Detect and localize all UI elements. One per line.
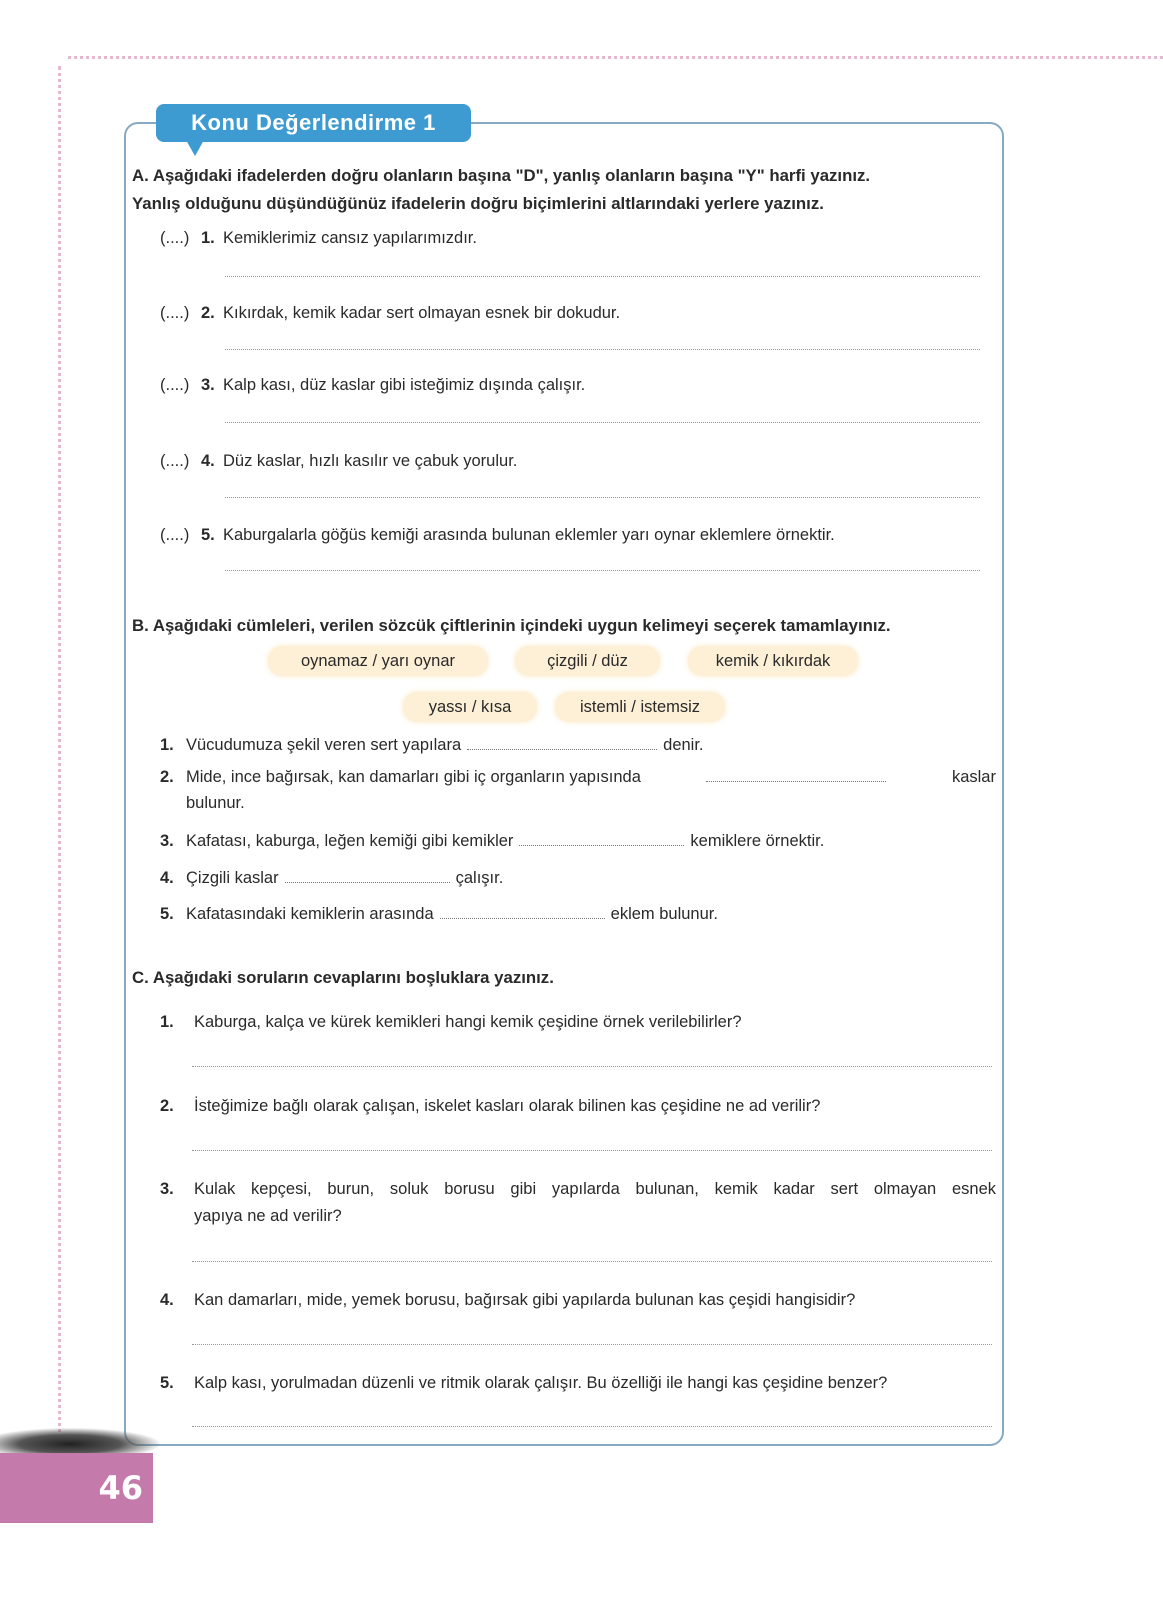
answer-line[interactable] [225, 349, 980, 350]
item-number: 2. [160, 768, 174, 786]
answer-line[interactable] [192, 1426, 992, 1427]
item-number: 2. [160, 1097, 174, 1115]
item-number: 3. [160, 832, 174, 850]
fill-blank[interactable] [285, 868, 450, 883]
sentence-start: Çizgili kaslar [186, 869, 279, 887]
statement-text: Kalp kası, düz kaslar gibi isteğimiz dışında çalışır. [223, 376, 586, 394]
item-number: 2. [201, 304, 215, 322]
item-number: 1. [160, 1013, 174, 1031]
answer-line[interactable] [225, 422, 980, 423]
decorative-dotted-border-top [68, 56, 1163, 59]
answer-blank[interactable]: (....) [160, 376, 190, 394]
statement-text: Kaburgalarla göğüs kemiği arasında bulunan eklemler yarı oynar eklemlere örnektir. [223, 526, 835, 544]
sentence-continuation: bulunur. [186, 794, 245, 812]
sentence-start: Kafatasındaki kemiklerin arasında [186, 905, 434, 923]
word-chip: yassı / kısa [403, 692, 537, 722]
item-number: 1. [160, 736, 174, 754]
decorative-dotted-border-left [58, 66, 61, 1446]
sentence-end: eklem bulunur. [610, 905, 718, 923]
question-text: Kan damarları, mide, yemek borusu, bağırsak gibi yapılarda bulunan kas çeşidi hangisidir? [194, 1291, 856, 1309]
sentence-end: kaslar [951, 768, 996, 786]
answer-line[interactable] [192, 1344, 992, 1345]
section-b-heading: B. Aşağıdaki cümleleri, verilen sözcük çiftlerinin içindeki uygun kelimeyi seçerek tamamlayınız. [132, 616, 891, 635]
fill-in-sentence [186, 735, 704, 755]
fill-blank[interactable] [440, 904, 605, 919]
sentence-start-group [186, 767, 641, 787]
section-a-heading: A. Aşağıdaki ifadelerden doğru olanların başına "D", yanlış olanların başına "Y" harfi yazınız. [132, 166, 871, 185]
item-number: 5. [201, 526, 215, 544]
question-text: Kulak kepçesi, burun, soluk borusu gibi yapılarda bulunan, kemik kadar sert olmayan esnek [194, 1180, 996, 1198]
sentence-end: çalışır. [455, 869, 504, 887]
answer-blank[interactable]: (....) [160, 452, 190, 470]
fill-in-sentence [186, 868, 503, 888]
fill-blank[interactable] [706, 767, 886, 782]
item-number: 1. [201, 229, 215, 247]
answer-line[interactable] [225, 276, 980, 277]
sentence-start: Kafatası, kaburga, leğen kemiği gibi kemikler [186, 832, 514, 850]
item-number: 3. [160, 1180, 174, 1198]
sentence-end: denir. [663, 736, 704, 754]
title-pointer [186, 140, 204, 156]
fill-blank[interactable] [467, 735, 657, 750]
fill-in-sentence [186, 904, 718, 924]
answer-line[interactable] [225, 497, 980, 498]
statement-text: Kıkırdak, kemik kadar sert olmayan esnek bir dokudur. [223, 304, 621, 322]
word-chip: çizgili / düz [515, 646, 660, 676]
answer-line[interactable] [225, 570, 980, 571]
question-text: Kalp kası, yorulmadan düzenli ve ritmik olarak çalışır. Bu özelliği ile hangi kas çeşidine benzer? [194, 1374, 888, 1392]
section-c-heading: C. Aşağıdaki soruların cevaplarını boşluklara yazınız. [132, 968, 554, 987]
item-number: 4. [201, 452, 215, 470]
question-text: İsteğimize bağlı olarak çalışan, iskelet kasları olarak bilinen kas çeşidine ne ad verilir? [194, 1097, 821, 1115]
fill-in-sentence [186, 767, 996, 787]
answer-line[interactable] [192, 1066, 992, 1067]
item-number: 4. [160, 1291, 174, 1309]
answer-blank[interactable]: (....) [160, 526, 190, 544]
page-number: 46 [0, 1453, 153, 1523]
section-a-heading-2: Yanlış olduğunu düşündüğünüz ifadelerin doğru biçimlerini altlarındaki yerlere yazınız. [132, 194, 824, 213]
answer-blank[interactable]: (....) [160, 304, 190, 322]
sentence-end: kemiklere örnektir. [690, 832, 825, 850]
word-chip: istemli / istemsiz [555, 692, 725, 722]
item-number: 3. [201, 376, 215, 394]
question-text: Kaburga, kalça ve kürek kemikleri hangi kemik çeşidine örnek verilebilirler? [194, 1013, 742, 1031]
statement-text: Kemiklerimiz cansız yapılarımızdır. [223, 229, 477, 247]
item-number: 4. [160, 869, 174, 887]
answer-line[interactable] [192, 1261, 992, 1262]
fill-in-sentence [186, 831, 824, 851]
fill-blank[interactable] [519, 831, 684, 846]
sentence-start: Mide, ince bağırsak, kan damarları gibi iç organların yapısında [186, 768, 641, 786]
item-number: 5. [160, 905, 174, 923]
answer-line[interactable] [192, 1150, 992, 1151]
word-chip: oynamaz / yarı oynar [268, 646, 488, 676]
sentence-start: Vücudumuza şekil veren sert yapılara [186, 736, 462, 754]
section-title: Konu Değerlendirme 1 [156, 104, 471, 142]
question-continuation: yapıya ne ad verilir? [194, 1207, 342, 1225]
answer-blank[interactable]: (....) [160, 229, 190, 247]
item-number: 5. [160, 1374, 174, 1392]
statement-text: Düz kaslar, hızlı kasılır ve çabuk yorulur. [223, 452, 518, 470]
word-chip: kemik / kıkırdak [688, 646, 858, 676]
